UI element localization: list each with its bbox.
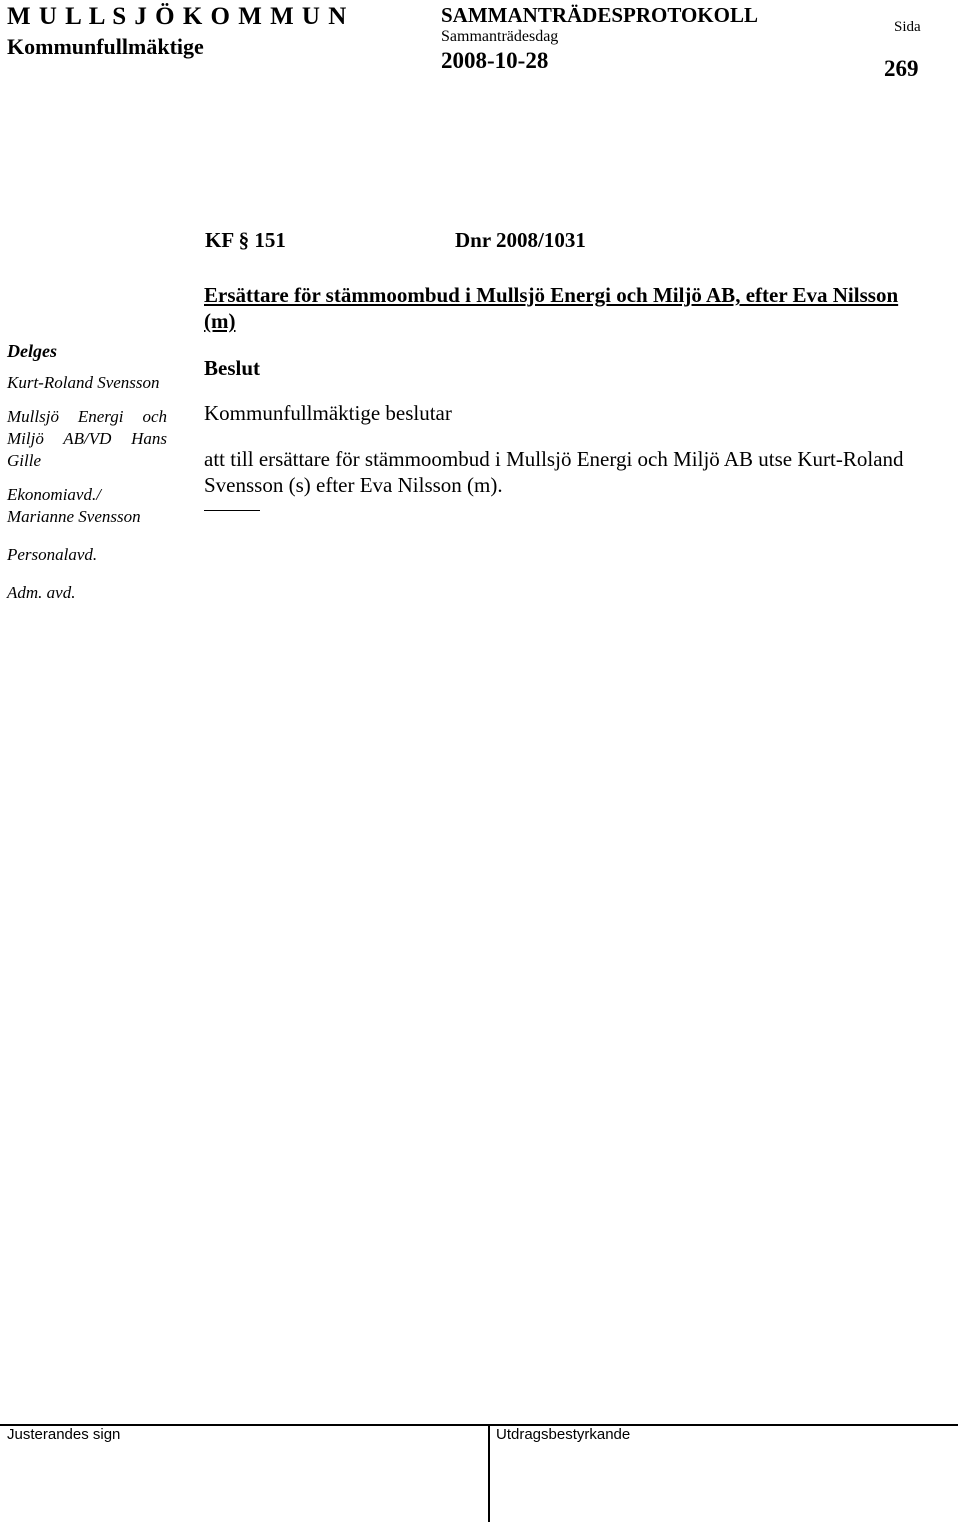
distribution-item: Adm. avd. — [7, 583, 76, 602]
subject-title: Ersättare för stämmoombud i Mullsjö Energi och Miljö AB, efter Eva Nilsson (m) — [204, 283, 899, 333]
footer-divider — [488, 1425, 490, 1522]
page-number: 269 — [884, 56, 919, 81]
meeting-date: 2008-10-28 — [441, 48, 549, 73]
organization-name: M U L L S J Ö K O M M U N — [7, 3, 348, 30]
meeting-date-label: Sammanträdesdag — [441, 28, 559, 45]
decision-intro: Kommunfullmäktige beslutar — [204, 401, 452, 425]
paragraph-reference: KF § 151 — [205, 228, 286, 252]
distribution-item: Ekonomiavd./ Marianne Svensson — [7, 485, 141, 526]
registration-number: Dnr 2008/1031 — [455, 228, 586, 252]
document-type: SAMMANTRÄDESPROTOKOLL — [441, 3, 758, 27]
certification-label: Utdragsbestyrkande — [496, 1426, 631, 1443]
distribution-heading: Delges — [7, 341, 57, 361]
footer-rule — [0, 1424, 958, 1426]
signature-label: Justerandes sign — [7, 1426, 121, 1443]
page-label: Sida — [894, 19, 921, 35]
end-rule — [204, 510, 260, 511]
distribution-list — [7, 340, 167, 616]
main-content — [204, 282, 904, 511]
distribution-item: Personalavd. — [7, 545, 98, 564]
decision-heading: Beslut — [204, 356, 261, 380]
decision-text: att till ersättare för stämmoombud i Mullsjö Energi och Miljö AB utse Kurt-Roland Svensson (s) efter Eva Nilsson (m). — [204, 447, 904, 497]
organization-unit: Kommunfullmäktige — [7, 34, 204, 59]
distribution-item: Kurt-Roland Svensson — [7, 373, 160, 392]
distribution-item: Mullsjö Energi och Miljö AB/VD Hans Gille — [7, 407, 167, 470]
